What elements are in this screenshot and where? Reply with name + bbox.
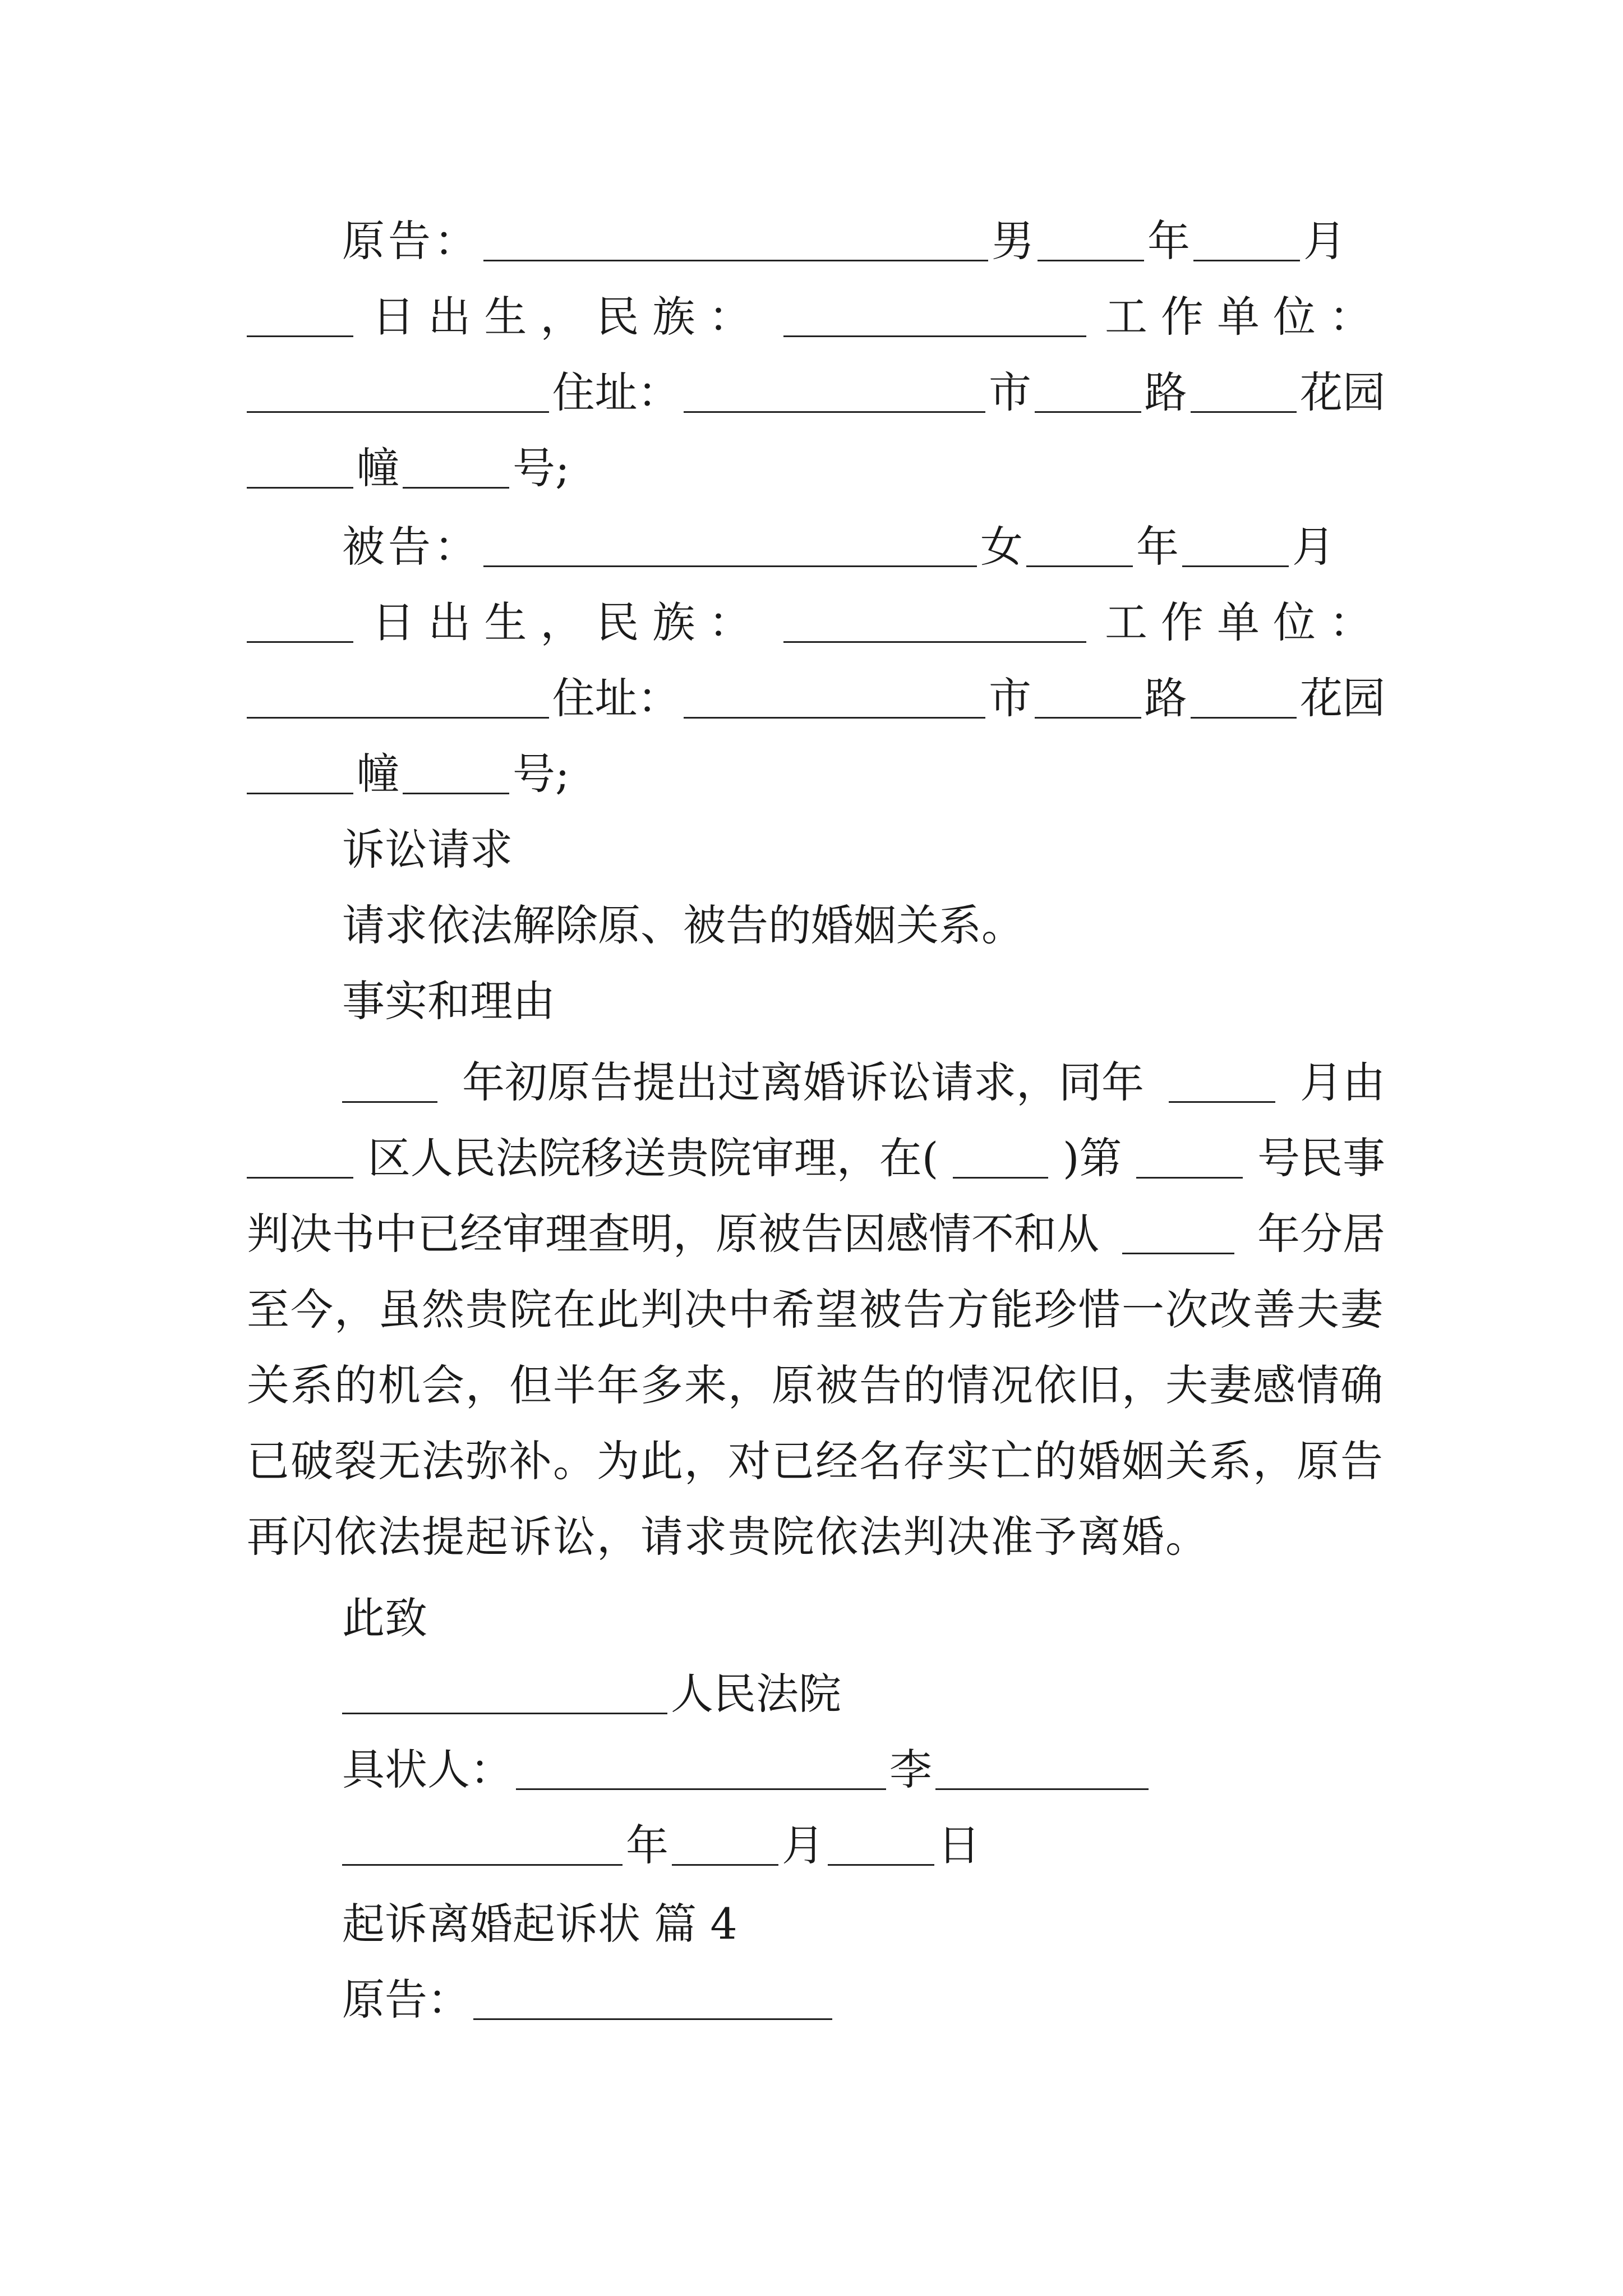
facts-l2b: )第	[1062, 1133, 1122, 1183]
facts-l2a: 区人民法院移送贵院审理，在(	[367, 1133, 939, 1183]
next-section-title: 起诉离婚起诉状 篇 4	[342, 1899, 737, 1949]
blank	[247, 790, 353, 794]
facts-line-7: 再闪依法提起诉讼，请求贵院依法判决准予离婚。	[247, 1512, 1209, 1562]
blank	[247, 1175, 353, 1179]
closing-court: 人民法院	[671, 1669, 841, 1719]
plaintiff-line-4	[247, 435, 1385, 502]
plaintiff-birth-tail: 日出生，民族：	[372, 292, 765, 342]
plaintiff-address-blank	[684, 409, 986, 413]
facts-l1b: 月由	[1300, 1057, 1385, 1107]
plaintiff-city: 市	[989, 367, 1032, 417]
plaintiff-gender: 男	[992, 216, 1034, 266]
blank	[342, 1862, 623, 1866]
blank	[1191, 409, 1297, 413]
filer-name-blank	[516, 1786, 886, 1790]
blank	[247, 639, 353, 643]
next-plaintiff-name-blank	[473, 2016, 832, 2020]
plaintiff-month: 月	[1303, 216, 1346, 266]
closing-filer-line	[247, 1736, 1385, 1803]
claims-heading: 诉讼请求	[342, 825, 513, 875]
facts-line-1	[247, 1049, 1385, 1116]
defendant-number: 号;	[513, 749, 570, 799]
defendant-line-1	[247, 513, 1385, 581]
defendant-line-3	[247, 665, 1385, 732]
closing-court-line	[247, 1660, 1385, 1728]
defendant-label: 被告：	[342, 522, 480, 572]
defendant-month: 月	[1292, 522, 1335, 572]
facts-line-5: 关系的机会，但半年多来，原被告的情况依旧，夫妻感情确	[247, 1360, 1384, 1410]
blank	[342, 1099, 437, 1103]
plaintiff-year: 年	[1147, 216, 1190, 266]
defendant-ethnicity-blank	[783, 639, 1086, 643]
defendant-road: 路	[1144, 673, 1187, 723]
blank	[1169, 1099, 1275, 1103]
next-section-plaintiff-label: 原告：	[342, 1975, 470, 2024]
closing-year: 年	[626, 1820, 668, 1870]
facts-l3b: 年分居	[1257, 1209, 1385, 1259]
blank	[1026, 563, 1133, 567]
blank	[953, 1175, 1048, 1179]
plaintiff-building: 幢	[357, 443, 399, 493]
closing-filer-surname: 李	[889, 1745, 932, 1795]
blank	[828, 1862, 934, 1866]
closing-filer-label: 具状人：	[342, 1745, 513, 1795]
blank	[1191, 715, 1297, 719]
blank	[1193, 257, 1300, 261]
defendant-name-blank	[483, 563, 977, 567]
blank	[1035, 409, 1141, 413]
defendant-gender: 女	[980, 522, 1023, 572]
blank	[247, 333, 353, 337]
facts-l1a: 年初原告提出过离婚诉讼请求，同年	[462, 1057, 1144, 1107]
facts-line-2	[247, 1125, 1385, 1192]
blank	[935, 1786, 1149, 1790]
court-name-blank	[342, 1710, 667, 1714]
plaintiff-address: 住址：	[552, 367, 680, 417]
blank	[1122, 1250, 1234, 1254]
plaintiff-ethnicity-blank	[783, 333, 1086, 337]
closing-salutation: 此致	[342, 1593, 427, 1643]
plaintiff-road: 路	[1144, 367, 1187, 417]
defendant-address-blank	[684, 715, 986, 719]
blank	[1035, 715, 1141, 719]
defendant-building: 幢	[357, 749, 399, 799]
closing-month: 月	[782, 1820, 824, 1870]
plaintiff-work-unit: 工作单位：	[1104, 292, 1385, 342]
blank	[1182, 563, 1289, 567]
plaintiff-work-unit-blank	[247, 409, 549, 413]
facts-line-6: 已破裂无法弥补。为此，对已经名存实亡的婚姻关系，原告	[247, 1436, 1384, 1486]
facts-line-4: 至今，虽然贵院在此判决中希望被告方能珍惜一次改善夫妻	[247, 1285, 1384, 1335]
plaintiff-line-3	[247, 359, 1385, 426]
facts-heading: 事实和理由	[342, 976, 555, 1026]
blank	[247, 485, 353, 489]
closing-date-line	[247, 1812, 1385, 1879]
blank	[403, 790, 509, 794]
defendant-work-unit-blank	[247, 715, 549, 719]
defendant-address: 住址：	[552, 673, 680, 723]
defendant-garden: 花园	[1300, 673, 1385, 723]
defendant-year: 年	[1136, 522, 1179, 572]
blank	[672, 1862, 778, 1866]
facts-l3a: 判决书中已经审理查明，原被告因感情不和从	[247, 1209, 1099, 1259]
blank	[1038, 257, 1144, 261]
defendant-work-unit: 工作单位：	[1104, 597, 1385, 647]
plaintiff-garden: 花园	[1300, 367, 1385, 417]
defendant-birth-tail: 日出生，民族：	[372, 597, 765, 647]
closing-day: 日	[938, 1820, 980, 1870]
blank	[403, 485, 509, 489]
plaintiff-line-2	[247, 283, 1385, 351]
facts-line-3	[247, 1200, 1385, 1268]
defendant-city: 市	[989, 673, 1032, 723]
plaintiff-label: 原告：	[342, 216, 480, 266]
claims-text: 请求依法解除原、被告的婚姻关系。	[342, 900, 1024, 950]
facts-l2c: 号民事	[1257, 1133, 1385, 1183]
next-section-plaintiff-line	[247, 1966, 1385, 2033]
plaintiff-line-1	[247, 208, 1385, 275]
defendant-line-4	[247, 740, 1385, 808]
blank	[1136, 1175, 1243, 1179]
plaintiff-number: 号;	[513, 443, 570, 493]
plaintiff-name-blank	[483, 257, 988, 261]
defendant-line-2	[247, 589, 1385, 656]
